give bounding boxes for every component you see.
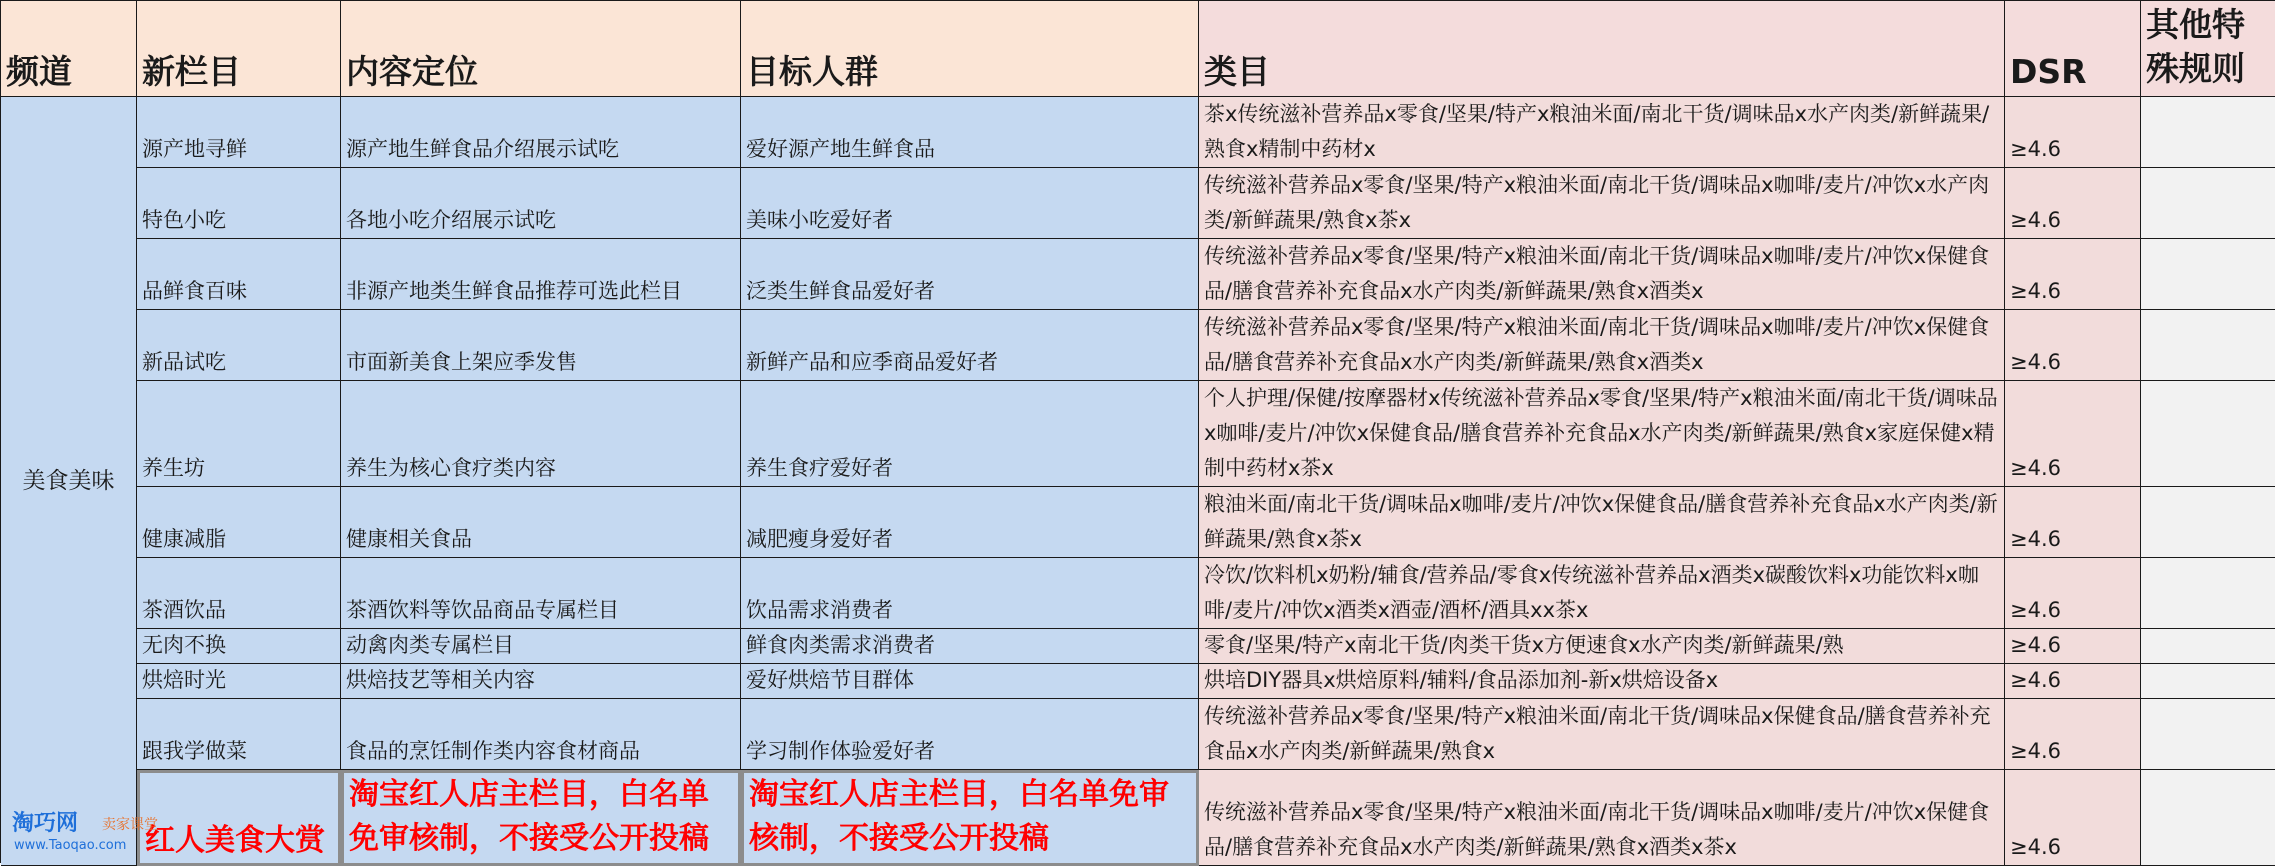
positioning-cell[interactable]: 养生为核心食疗类内容 [341, 381, 741, 487]
header-audience[interactable]: 目标人群 [741, 1, 1199, 97]
dsr-cell[interactable]: ≥4.6 [2005, 664, 2141, 699]
header-channel[interactable]: 频道 [1, 1, 137, 97]
dsr-cell[interactable]: ≥4.6 [2005, 381, 2141, 487]
category-cell[interactable]: 烘培DIY器具x烘焙原料/辅料/食品添加剂-新x烘焙设备x [1199, 664, 2005, 699]
positioning-cell[interactable]: 动禽肉类专属栏目 [341, 629, 741, 664]
header-dsr[interactable]: DSR [2005, 1, 2141, 97]
other-cell[interactable] [2141, 239, 2275, 310]
dsr-cell[interactable]: ≥4.6 [2005, 310, 2141, 381]
other-cell[interactable] [2141, 664, 2275, 699]
header-other[interactable]: 其他特殊规则 [2141, 1, 2275, 97]
other-cell[interactable] [2141, 558, 2275, 629]
category-cell[interactable]: 传统滋补营养品x零食/坚果/特产x粮油米面/南北干货/调味品x咖啡/麦片/冲饮x保健食品/膳食营养补充食品x水产肉类/新鲜蔬果/熟食x酒类x茶x [1199, 770, 2005, 866]
other-cell[interactable] [2141, 381, 2275, 487]
category-cell[interactable]: 传统滋补营养品x零食/坚果/特产x粮油米面/南北干货/调味品x咖啡/麦片/冲饮x保健食品/膳食营养补充食品x水产肉类/新鲜蔬果/熟食x酒类x [1199, 310, 2005, 381]
column-cell[interactable]: 烘焙时光 [137, 664, 341, 699]
other-cell[interactable] [2141, 699, 2275, 770]
dsr-cell[interactable]: ≥4.6 [2005, 239, 2141, 310]
dsr-cell[interactable]: ≥4.6 [2005, 629, 2141, 664]
category-cell[interactable]: 粮油米面/南北干货/调味品x咖啡/麦片/冲饮x保健食品/膳食营养补充食品x水产肉类/新鲜蔬果/熟食x茶x [1199, 487, 2005, 558]
column-cell[interactable]: 养生坊 [137, 381, 341, 487]
column-cell[interactable]: 特色小吃 [137, 168, 341, 239]
other-cell[interactable] [2141, 770, 2275, 866]
watermark-url: www.Taoqao.com [14, 838, 127, 853]
column-cell[interactable]: 新品试吃 [137, 310, 341, 381]
category-cell[interactable]: 个人护理/保健/按摩器材x传统滋补营养品x零食/坚果/特产x粮油米面/南北干货/调味品x咖啡/麦片/冲饮x保健食品/膳食营养补充食品x水产肉类/新鲜蔬果/熟食x家庭保健x精制中药材x茶x [1199, 381, 2005, 487]
column-cell-highlighted[interactable]: 红人美食大赏 [137, 770, 341, 866]
header-column[interactable]: 新栏目 [137, 1, 341, 97]
watermark-logo [6, 806, 176, 858]
column-cell[interactable]: 源产地寻鲜 [137, 97, 341, 168]
header-positioning[interactable]: 内容定位 [341, 1, 741, 97]
watermark-subtitle: 卖家课堂 [102, 817, 158, 833]
positioning-cell[interactable]: 健康相关食品 [341, 487, 741, 558]
watermark-title: 淘巧网 [12, 811, 79, 836]
column-cell[interactable]: 跟我学做菜 [137, 699, 341, 770]
positioning-cell[interactable]: 食品的烹饪制作类内容食材商品 [341, 699, 741, 770]
audience-cell[interactable]: 减肥瘦身爱好者 [741, 487, 1199, 558]
dsr-cell[interactable]: ≥4.6 [2005, 97, 2141, 168]
audience-cell[interactable]: 爱好烘焙节目群体 [741, 664, 1199, 699]
positioning-cell[interactable]: 各地小吃介绍展示试吃 [341, 168, 741, 239]
other-cell[interactable] [2141, 168, 2275, 239]
other-cell[interactable] [2141, 97, 2275, 168]
column-cell[interactable]: 品鲜食百味 [137, 239, 341, 310]
audience-cell[interactable]: 鲜食肉类需求消费者 [741, 629, 1199, 664]
dsr-cell[interactable]: ≥4.6 [2005, 770, 2141, 866]
audience-cell[interactable]: 泛类生鲜食品爱好者 [741, 239, 1199, 310]
other-cell[interactable] [2141, 310, 2275, 381]
column-cell[interactable]: 健康减脂 [137, 487, 341, 558]
positioning-cell-highlighted[interactable]: 淘宝红人店主栏目，白名单免审核制，不接受公开投稿 [341, 770, 741, 866]
column-cell[interactable]: 无肉不换 [137, 629, 341, 664]
dsr-cell[interactable]: ≥4.6 [2005, 168, 2141, 239]
category-cell[interactable]: 传统滋补营养品x零食/坚果/特产x粮油米面/南北干货/调味品x保健食品/膳食营养补充食品x水产肉类/新鲜蔬果/熟食x [1199, 699, 2005, 770]
category-cell[interactable]: 冷饮/饮料机x奶粉/辅食/营养品/零食x传统滋补营养品x酒类x碳酸饮料x功能饮料x咖啡/麦片/冲饮x酒类x酒壶/酒杯/酒具xx茶x [1199, 558, 2005, 629]
dsr-cell[interactable]: ≥4.6 [2005, 699, 2141, 770]
category-cell[interactable]: 传统滋补营养品x零食/坚果/特产x粮油米面/南北干货/调味品x咖啡/麦片/冲饮x保健食品/膳食营养补充食品x水产肉类/新鲜蔬果/熟食x酒类x [1199, 239, 2005, 310]
audience-cell[interactable]: 新鲜产品和应季商品爱好者 [741, 310, 1199, 381]
audience-cell[interactable]: 饮品需求消费者 [741, 558, 1199, 629]
audience-cell[interactable]: 学习制作体验爱好者 [741, 699, 1199, 770]
audience-cell[interactable]: 养生食疗爱好者 [741, 381, 1199, 487]
dsr-cell[interactable]: ≥4.6 [2005, 487, 2141, 558]
category-cell[interactable]: 零食/坚果/特产x南北干货/肉类干货x方便速食x水产肉类/新鲜蔬果/熟 [1199, 629, 2005, 664]
header-category[interactable]: 类目 [1199, 1, 2005, 97]
audience-cell[interactable]: 美味小吃爱好者 [741, 168, 1199, 239]
positioning-cell[interactable]: 非源产地类生鲜食品推荐可选此栏目 [341, 239, 741, 310]
positioning-cell[interactable]: 市面新美食上架应季发售 [341, 310, 741, 381]
audience-cell[interactable]: 爱好源产地生鲜食品 [741, 97, 1199, 168]
audience-cell-highlighted[interactable]: 淘宝红人店主栏目，白名单免审核制，不接受公开投稿 [741, 770, 1199, 866]
positioning-cell[interactable]: 源产地生鲜食品介绍展示试吃 [341, 97, 741, 168]
category-cell[interactable]: 茶x传统滋补营养品x零食/坚果/特产x粮油米面/南北干货/调味品x水产肉类/新鲜蔬果/熟食x精制中药材x [1199, 97, 2005, 168]
positioning-cell[interactable]: 烘焙技艺等相关内容 [341, 664, 741, 699]
category-cell[interactable]: 传统滋补营养品x零食/坚果/特产x粮油米面/南北干货/调味品x咖啡/麦片/冲饮x水产肉类/新鲜蔬果/熟食x茶x [1199, 168, 2005, 239]
channel-cell[interactable]: 美食美味 [1, 97, 137, 866]
positioning-cell[interactable]: 茶酒饮料等饮品商品专属栏目 [341, 558, 741, 629]
other-cell[interactable] [2141, 629, 2275, 664]
dsr-cell[interactable]: ≥4.6 [2005, 558, 2141, 629]
column-cell[interactable]: 茶酒饮品 [137, 558, 341, 629]
other-cell[interactable] [2141, 487, 2275, 558]
